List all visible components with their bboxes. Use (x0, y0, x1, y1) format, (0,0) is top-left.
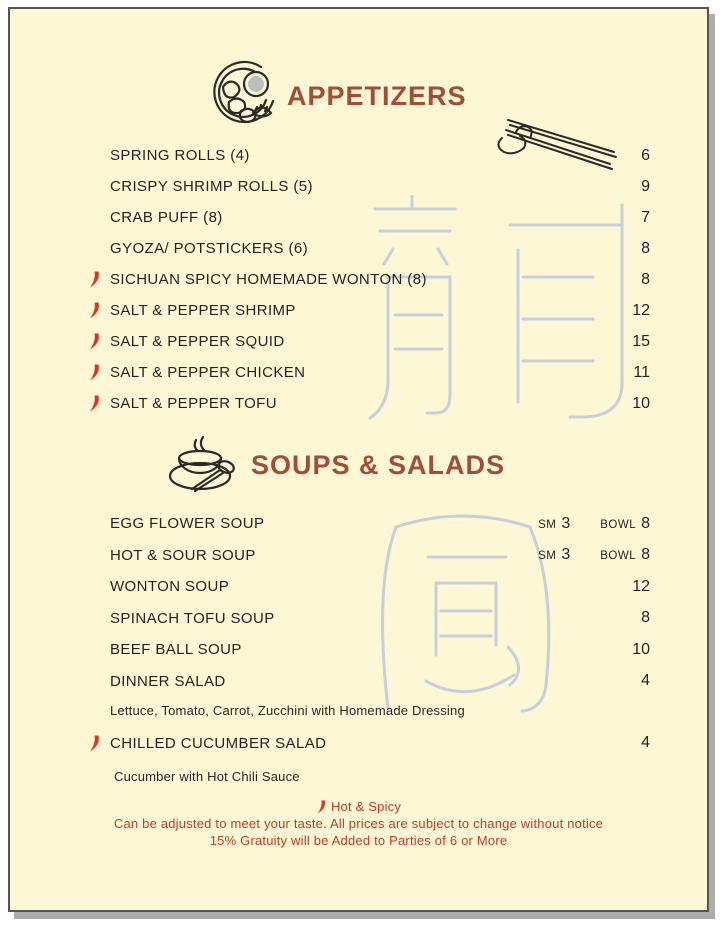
item-name: CRAB PUFF (8) (110, 209, 223, 226)
spice-slot (78, 271, 110, 288)
bowl-price: 8 (641, 514, 650, 532)
appetizers-header (203, 57, 467, 135)
item-price: 8 (641, 609, 650, 627)
menu-item (78, 540, 650, 572)
dumpling-basket-icon (203, 57, 281, 135)
spice-slot (78, 302, 110, 319)
item-name: WONTON SOUP (110, 578, 230, 596)
item-name: HOT & SOUR SOUP (110, 546, 256, 564)
appetizers-title: APPETIZERS (287, 80, 467, 111)
soups-salads-list (78, 508, 650, 789)
item-name: CHILLED CUCUMBER SALAD (110, 734, 327, 752)
spice-slot (78, 333, 110, 350)
menu-item (78, 264, 650, 295)
size-label: BOWL (600, 518, 637, 531)
menu-item (78, 571, 650, 603)
menu-item (78, 233, 650, 264)
item-name: SICHUAN SPICY HOMEMADE WONTON (8) (110, 271, 427, 288)
spice-slot (78, 364, 110, 381)
item-price: 6 (641, 146, 650, 164)
item-description: Cucumber with Hot Chili Sauce (114, 768, 300, 784)
item-price: 12 (632, 577, 650, 595)
sm-price: 3 (561, 546, 571, 564)
item-name: SALT & PEPPER SHRIMP (110, 302, 296, 319)
appetizers-list (78, 140, 650, 419)
menu-item (78, 634, 650, 666)
item-price: 8 (641, 270, 650, 288)
item-name: GYOZA/ POTSTICKERS (6) (110, 240, 308, 257)
chili-pepper-icon (88, 302, 100, 319)
chili-pepper-icon (88, 735, 100, 752)
menu-content (10, 9, 707, 910)
item-price: 10 (632, 394, 650, 412)
footer-note-1: Can be adjusted to meet your taste. All prices are subject to change without notice (113, 816, 604, 831)
item-name: EGG FLOWER SOUP (110, 515, 265, 533)
soups-salads-title: SOUPS & SALADS (251, 449, 506, 480)
spice-slot (78, 395, 110, 412)
item-price: 7 (641, 208, 650, 226)
footer-note-2: 15% Gratuity will be Added to Parties of 6 or More (209, 833, 508, 848)
item-price: 15 (632, 332, 650, 350)
menu-item (78, 357, 650, 388)
chili-pepper-icon (88, 271, 100, 288)
item-price: 4 (641, 734, 650, 751)
menu-item (78, 666, 650, 698)
menu-page (8, 7, 709, 912)
size-label: BOWL (600, 550, 637, 563)
menu-item (78, 603, 650, 635)
menu-item (78, 171, 650, 202)
chili-pepper-icon (88, 395, 100, 412)
soups-salads-header (163, 431, 505, 499)
item-price: 4 (641, 672, 650, 690)
item-prices (538, 515, 650, 533)
item-name: BEEF BALL SOUP (110, 641, 242, 659)
spice-slot (78, 735, 110, 752)
sm-price: 3 (561, 514, 571, 532)
soup-bowl-icon (163, 431, 243, 499)
item-prices (538, 546, 650, 564)
item-name: SALT & PEPPER TOFU (110, 395, 277, 412)
menu-item (78, 202, 650, 233)
item-price: 11 (633, 363, 650, 381)
menu-footer (10, 798, 707, 849)
item-price: 10 (632, 640, 650, 658)
size-label: SM (538, 550, 557, 563)
item-name: SALT & PEPPER CHICKEN (110, 364, 306, 381)
chili-pepper-icon (88, 364, 100, 381)
size-label: SM (538, 518, 557, 531)
menu-item (78, 295, 650, 326)
item-price: 8 (641, 239, 650, 257)
item-price: 12 (632, 301, 650, 319)
item-name: CRISPY SHRIMP ROLLS (5) (110, 178, 313, 195)
spicy-legend-label: Hot & Spicy (330, 799, 402, 814)
item-name: SALT & PEPPER SQUID (110, 333, 285, 350)
item-name: SPINACH TOFU SOUP (110, 609, 275, 627)
menu-item (78, 140, 650, 171)
menu-item (78, 508, 650, 540)
item-price: 9 (641, 177, 650, 195)
item-name: SPRING ROLLS (4) (110, 147, 250, 164)
spicy-legend (10, 798, 707, 815)
item-description: Lettuce, Tomato, Carrot, Zucchini with Homemade Dressing (110, 702, 465, 718)
item-name: DINNER SALAD (110, 672, 226, 690)
bowl-price: 8 (641, 546, 650, 564)
chili-pepper-icon (316, 800, 326, 814)
menu-item (78, 388, 650, 419)
chili-pepper-icon (88, 333, 100, 350)
menu-item (78, 326, 650, 357)
menu-item (78, 723, 650, 763)
